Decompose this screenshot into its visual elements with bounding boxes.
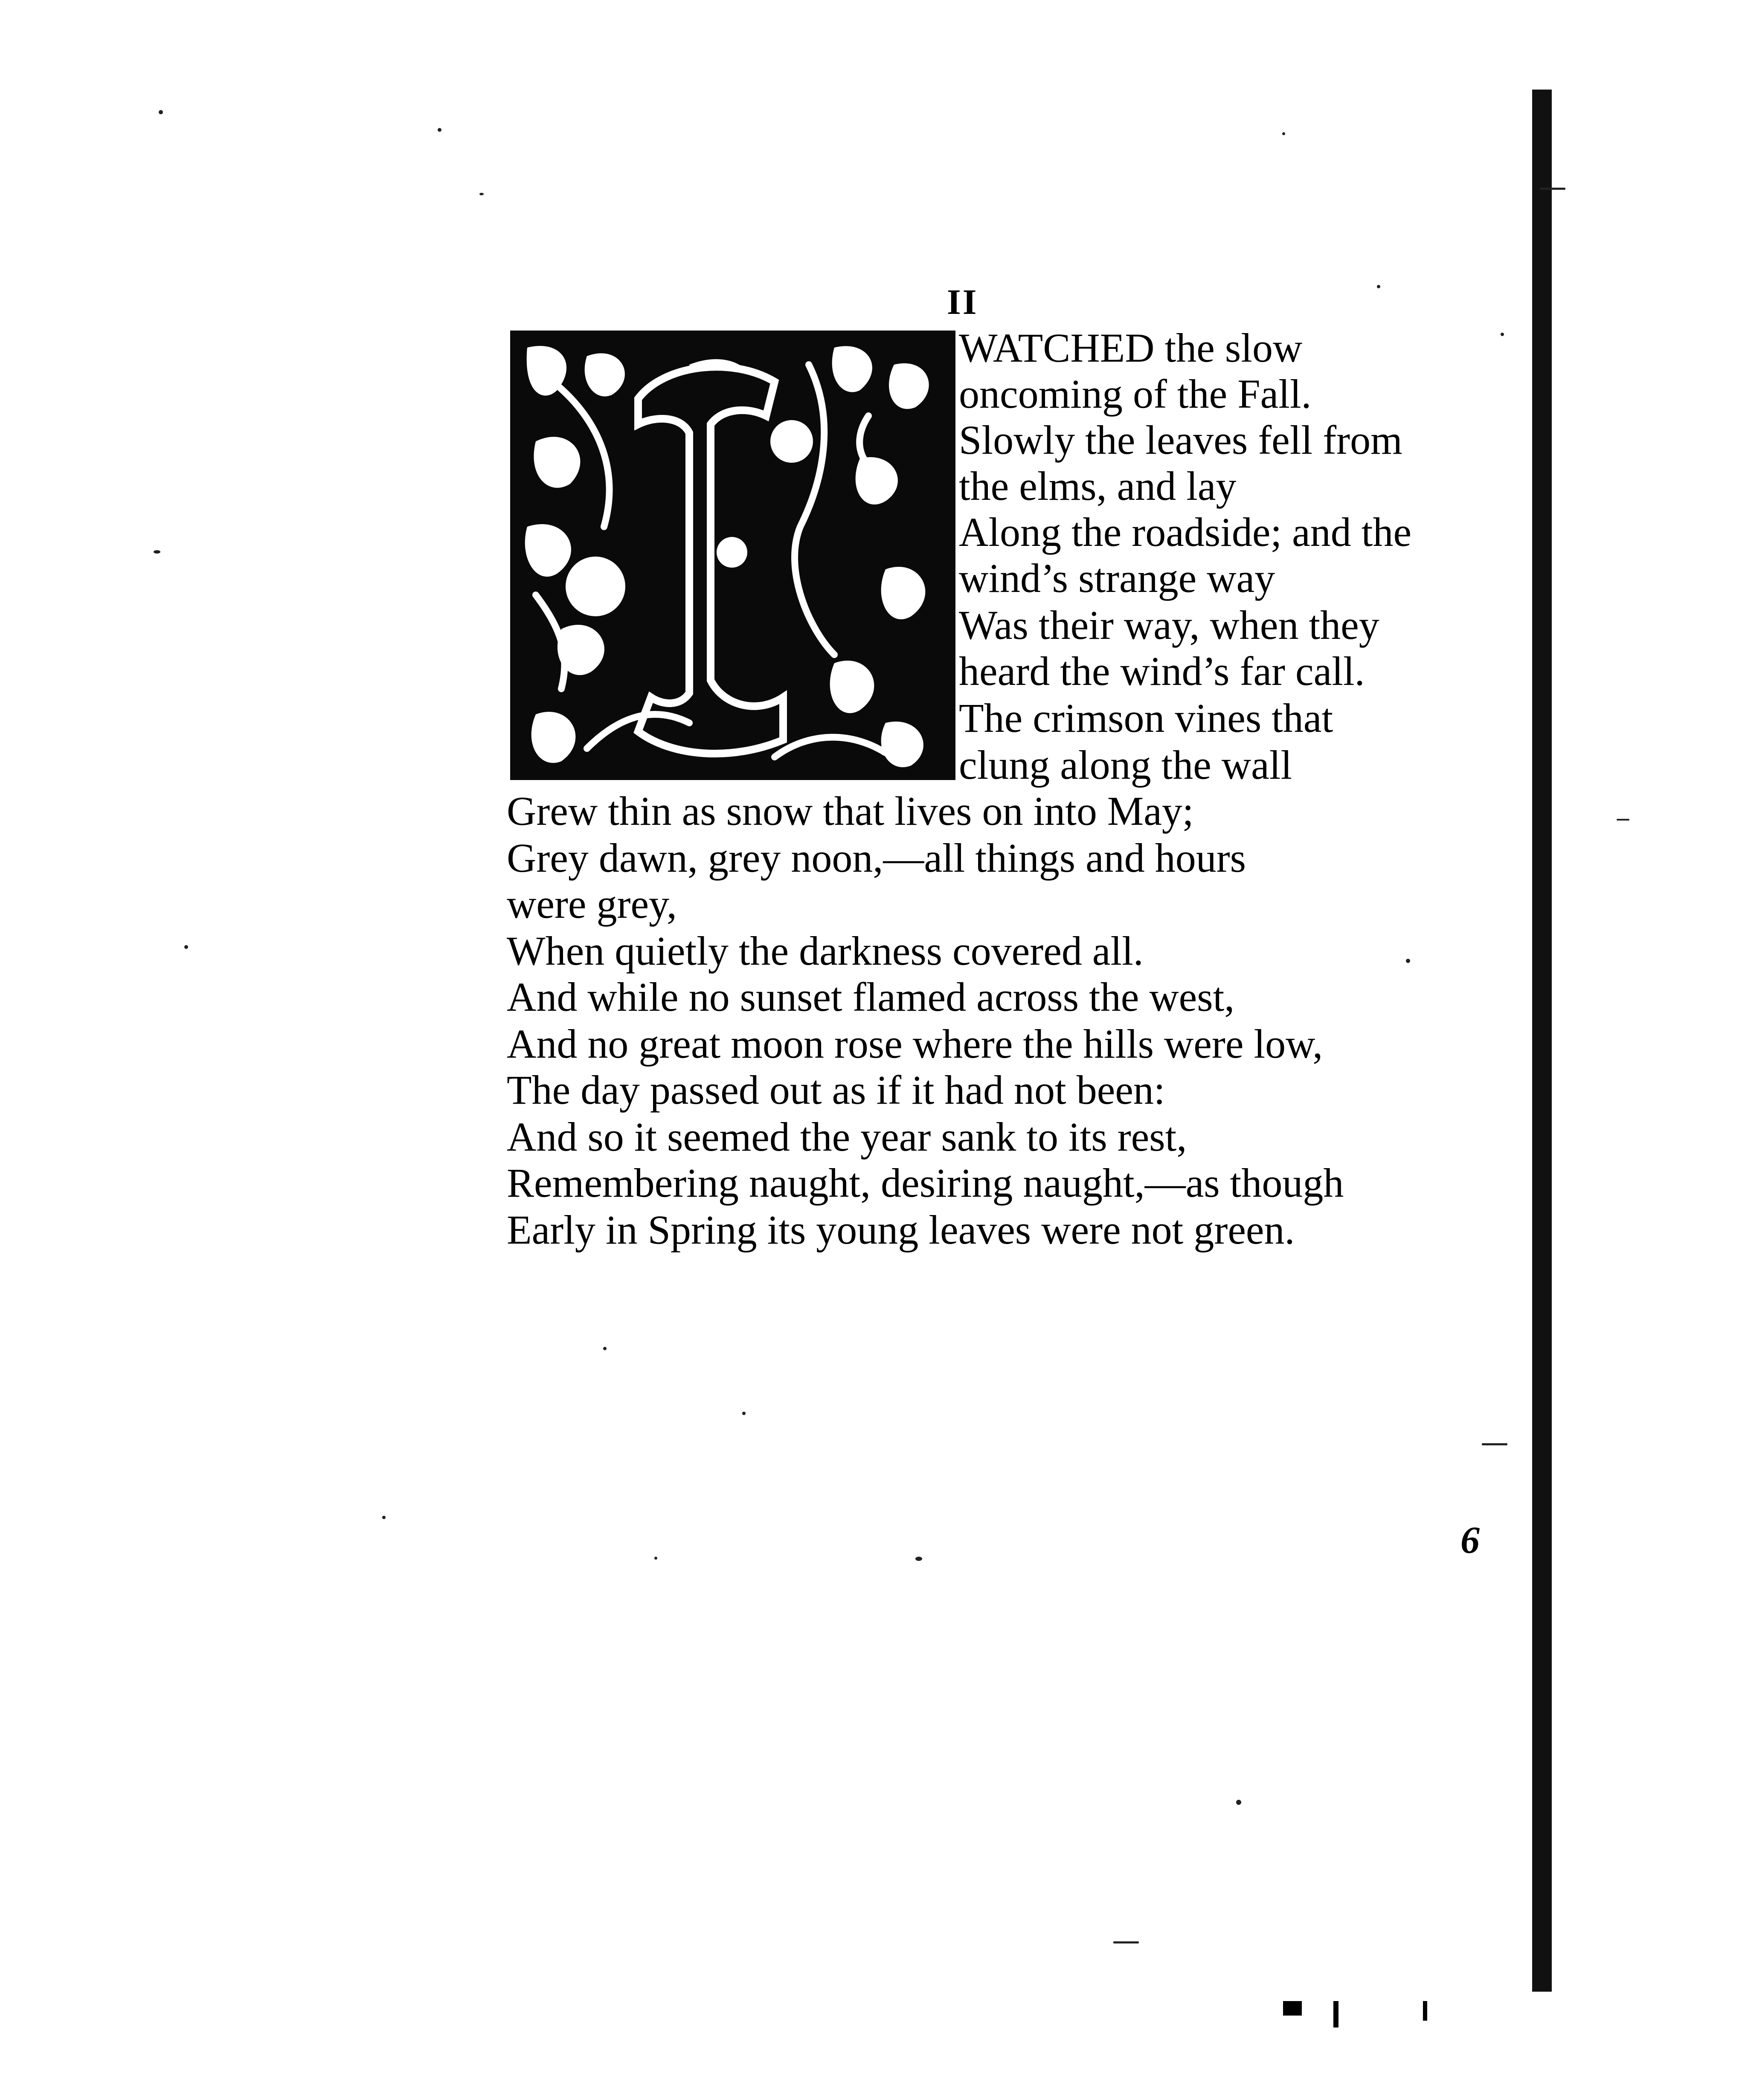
- scan-speck: [1282, 132, 1285, 135]
- poem-line: WATCHED the slow: [959, 325, 1303, 371]
- poem-line: And while no sunset flamed across the west,: [507, 974, 1235, 1020]
- poem-line: heard the wind’s far call.: [959, 648, 1365, 694]
- poem-line: the elms, and lay: [959, 463, 1237, 509]
- scan-speck: [1482, 1443, 1507, 1445]
- poem-line: And no great moon rose where the hills were low,: [507, 1021, 1323, 1067]
- poem-line: Early in Spring its young leaves were not green.: [507, 1207, 1295, 1253]
- scan-speck: [1377, 285, 1380, 288]
- poem-line: When quietly the darkness covered all.: [507, 928, 1144, 974]
- scan-speck: [154, 550, 160, 554]
- poem-line: oncoming of the Fall.: [959, 371, 1312, 417]
- scan-speck: [438, 128, 441, 132]
- scan-speck: [1617, 819, 1629, 821]
- scan-speck: [1501, 333, 1504, 336]
- poem-line: wind’s strange way: [959, 555, 1275, 601]
- footer-mark: [1423, 2001, 1427, 2021]
- poem-line: Remembering naught, desiring naught,—as though: [507, 1160, 1344, 1206]
- poem-line: Grew thin as snow that lives on into May;: [507, 788, 1194, 834]
- scan-speck: [1113, 1941, 1139, 1943]
- scan-speck: [1540, 188, 1565, 190]
- section-number: II: [947, 282, 978, 322]
- poem-line: clung along the wall: [959, 742, 1292, 788]
- decorated-initial-letter: [510, 331, 955, 780]
- scan-speck: [742, 1412, 746, 1415]
- poem-line: were grey,: [507, 881, 677, 927]
- scan-speck: [159, 110, 163, 114]
- scan-speck: [1406, 959, 1410, 963]
- scan-speck: [184, 945, 188, 949]
- footer-mark: [1283, 2001, 1302, 2016]
- scan-speck: [479, 193, 484, 195]
- scan-speck: [1236, 1800, 1241, 1805]
- poem-line: Was their way, when they: [959, 602, 1379, 648]
- poem-line: Along the roadside; and the: [959, 509, 1412, 555]
- scan-speck: [654, 1557, 657, 1560]
- scan-speck: [382, 1516, 386, 1519]
- page-spine-edge: [1532, 90, 1552, 1992]
- scan-speck: [915, 1557, 922, 1561]
- poem-line: Slowly the leaves fell from: [959, 417, 1402, 463]
- footer-mark: [1333, 2001, 1338, 2027]
- poem-line: Grey dawn, grey noon,—all things and hours: [507, 835, 1246, 881]
- page-number: 6: [1460, 1519, 1480, 1561]
- poem-line: The crimson vines that: [959, 695, 1333, 741]
- scan-speck: [603, 1347, 607, 1350]
- poem-line: And so it seemed the year sank to its rest,: [507, 1114, 1187, 1160]
- poem-line: The day passed out as if it had not been:: [507, 1067, 1165, 1113]
